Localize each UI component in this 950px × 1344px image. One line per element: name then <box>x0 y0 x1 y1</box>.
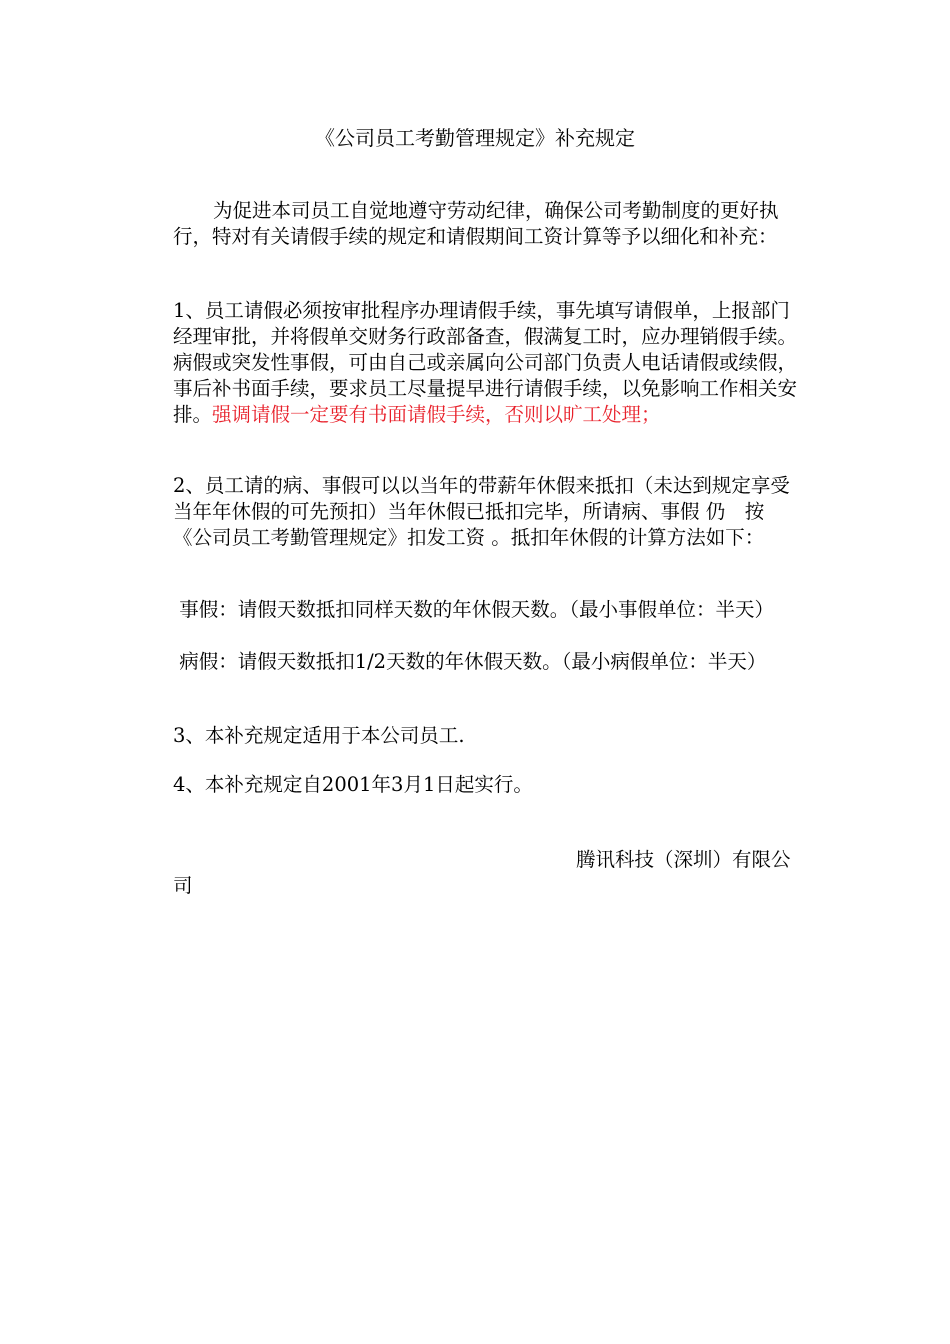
item-2-paragraph: 2、员工请的病、事假可以以当年的带薪年休假来抵扣（未达到规定享受当年年休假的可先预扣）当年休假已抵扣完毕，所请病、事假 仍 按 《公司员工考勤管理规定》扣发工资 。抵扣年休假的计算方法如下： <box>173 474 790 549</box>
item-1-paragraph <box>173 298 803 428</box>
sick-leave-rule: 病假：请假天数抵扣1/2天数的年休假天数。（最小病假单位：半天） <box>173 650 767 673</box>
item-4-paragraph: 4、本补充规定自2001年3月1日起实行。 <box>173 773 533 796</box>
document-title: 《公司员工考勤管理规定》补充规定 <box>315 126 635 150</box>
item-1-text: 1、员工请假必须按审批程序办理请假手续，事先填写请假单，上报部门经理审批，并将假单交财务行政部备查，假满复工时，应办理销假手续。病假或突发性事假，可由自己或亲属向公司部门负责人电话请假或续假，事后补书面手续，要求员工尽量提早进行请假手续，以免影响工作相关安排。 <box>173 299 798 426</box>
intro-paragraph: 为促进本司员工自觉地遵守劳动纪律，确保公司考勤制度的更好执行，特对有关请假手续的规定和请假期间工资计算等予以细化和补充： <box>173 199 779 248</box>
item-3-paragraph: 3、本补充规定适用于本公司员工. <box>173 724 465 747</box>
item-1-emphasis: 强调请假一定要有书面请假手续，否则以旷工处理； <box>212 403 661 426</box>
personal-leave-rule: 事假：请假天数抵扣同样天数的年休假天数。（最小事假单位：半天） <box>173 598 774 621</box>
company-signature: 腾讯科技（深圳）有限公司 <box>173 848 791 897</box>
